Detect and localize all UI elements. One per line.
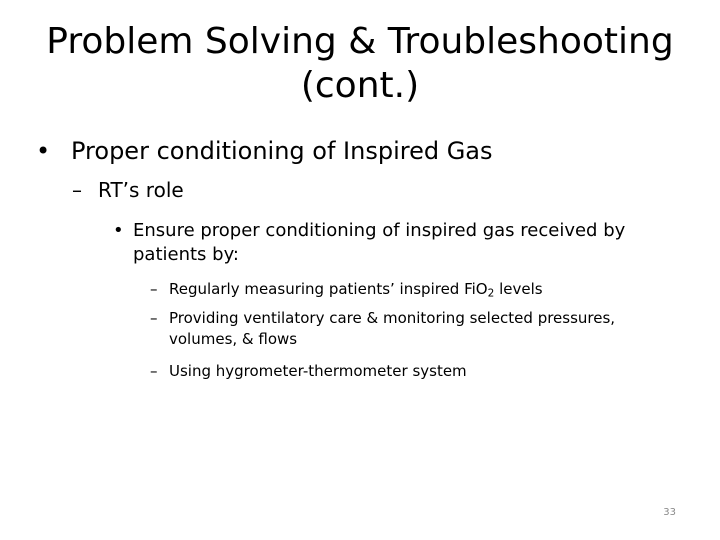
page-number: 33	[663, 507, 676, 518]
bullet-level-4-text: Providing ventilatory care & monitoring selected pressures, volumes, & flows	[169, 309, 616, 348]
fio2-subscript: 2	[487, 287, 495, 300]
slide-title	[20, 20, 700, 108]
bullet-level-3-text: Ensure proper conditioning of inspired gas received by patients by:	[133, 220, 626, 266]
bullet-dash-icon: –	[150, 280, 158, 298]
bullet-dash-icon: –	[150, 362, 158, 380]
bullet-dot-icon: •	[36, 137, 51, 165]
slide-title-line-1: Problem Solving & Troubleshooting	[46, 21, 674, 62]
slide-title-line-2: (cont.)	[300, 64, 420, 106]
bullet-dash-icon: –	[72, 178, 82, 202]
bullet-level-4-text	[169, 279, 669, 300]
bullet-dash-icon: –	[150, 309, 158, 327]
bullet-dot-icon: •	[113, 220, 124, 241]
bullet-level-2-text: RT’s role	[98, 178, 184, 202]
fio2-text: Regularly measuring patients’ inspired FiO	[169, 280, 488, 298]
bullet-level-1-text: Proper conditioning of Inspired Gas	[71, 137, 493, 165]
levels-text: levels	[494, 280, 543, 298]
bullet-level-4-text: Using hygrometer-thermometer system	[169, 362, 467, 380]
